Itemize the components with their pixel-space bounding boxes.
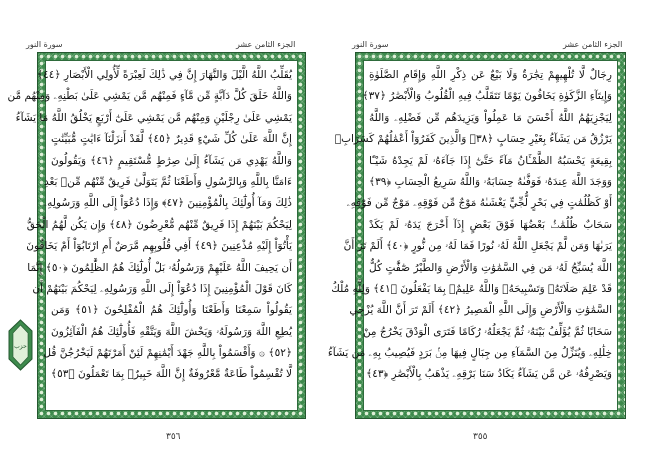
right-page-number: ٣٥٥	[473, 432, 488, 442]
text-line: كَانَ قَوْلَ الْمُؤْمِنِينَ إِذَا دُعُوٓاْ إِلَى اللَّهِ وَرَسُولِهِۦ لِيَحْكُمَ بَيْنَهُمْ أَن	[32, 282, 292, 295]
text-line: وَوَجَدَ اللَّهَ عِندَهُۥ فَوَفَّىٰهُ حِسَابَهُۥ وَاللَّهُ سَرِيعُ الْحِسَابِ ﴿٣٩﴾	[369, 175, 612, 188]
right-text-lines	[327, 65, 612, 406]
text-line: لِيَجْزِيَهُمُ اللَّهُ أَحْسَنَ مَا عَمِلُواْ وَيَزِيدَهُم مِّن فَضْلِهِۦ وَاللَّهُ	[369, 111, 612, 124]
text-line: سَحَابًا ثُمَّ يُؤَلِّفُ بَيْنَهُۥ ثُمَّ يَجْعَلُهُۥ رُكَامًا فَتَرَى الْوَدْقَ يَخْرُجُ مِنْ	[362, 325, 612, 338]
text-line: يُطِعِ اللَّهَ وَرَسُولَهُۥ وَيَخْشَ اللَّهَ وَيَتَّقْهِ فَأُولَٰٓئِكَ هُمُ الْفَآئِزُونَ	[51, 325, 292, 338]
text-line: بِقِيعَةٍ يَحْسَبُهُ الظَّمْـَٔانُ مَآءً حَتَّىٰٓ إِذَا جَآءَهُۥ لَمْ يَجِدْهُ شَيْـًٔا	[369, 154, 612, 167]
text-line: أَوْ كَظُلُمَٰتٍ فِي بَحْرٍ لُّجِّيٍّ يَغْشَىٰهُ مَوْجٌ مِّن فَوْقِهِۦ مَوْجٌ مِّن فَوْقِهِۦ	[346, 197, 612, 210]
text-line: يُقَلِّبُ اللَّهُ الَّيْلَ وَالنَّهَارَ إِنَّ فِي ذَٰلِكَ لَعِبْرَةً لِّأُولِي الْأَبْصَارِ ﴿٤٤﴾	[37, 69, 292, 81]
text-line: أَن يَحِيفَ اللَّهُ عَلَيْهِمْ وَرَسُولُهُۥ بَلْ أُولَٰٓئِكَ هُمُ الظَّٰلِمُونَ ﴿٥٠﴾ إِنَّمَا	[27, 261, 292, 274]
text-line: يَرْزُقُ مَن يَشَآءُ بِغَيْرِ حِسَابٍ ﴿٣٨﴾ وَالَّذِينَ كَفَرُوٓاْ أَعْمَٰلُهُمْ كَسَرَابِۭ	[334, 133, 612, 146]
right-page-frame	[327, 52, 626, 419]
right-surah-label: سورة النور	[352, 40, 389, 49]
text-line: يَمْشِي عَلَىٰ رِجْلَيْنِ وَمِنْهُم مَّن يَمْشِي عَلَىٰٓ أَرْبَعٍ يَخْلُقُ اللَّهُ مَا يَشَآءُ	[15, 111, 292, 124]
right-page	[325, 0, 650, 464]
text-line: ءَامَنَّا بِاللَّهِ وَبِالرَّسُولِ وَأَطَعْنَا ثُمَّ يَتَوَلَّىٰ فَرِيقٌ مِّنْهُم مِّنۢ بَعْدِ	[43, 175, 292, 188]
text-line: وَيَصْرِفُهُۥ عَن مَّن يَشَآءُ يَكَادُ سَنَا بَرْقِهِۦ يَذْهَبُ بِالْأَبْصَٰرِ ﴿٤٣﴾	[366, 368, 612, 381]
text-line: قَدْ عَلِمَ صَلَاتَهُۥ وَتَسْبِيحَهُۥ وَاللَّهُ عَلِيمٌۢ بِمَا يَفْعَلُونَ ﴿٤١﴾ وَلِلَّهِ مُلْكُ	[331, 282, 612, 295]
text-line: يَأْتُوٓاْ إِلَيْهِ مُذْعِنِينَ ﴿٤٩﴾ أَفِي قُلُوبِهِم مَّرَضٌ أَمِ ارْتَابُوٓاْ أَمْ يَخَافُونَ	[26, 240, 292, 253]
text-line: يَرَىٰهَا وَمَن لَّمْ يَجْعَلِ اللَّهُ لَهُۥ نُورًا فَمَا لَهُۥ مِن نُّورٍ ﴿٤٠﴾ أَلَمْ تَرَ أَنَّ	[343, 240, 612, 253]
text-line: رِجَالٌ لَّا تُلْهِيهِمْ تِجَٰرَةٌ وَلَا بَيْعٌ عَن ذِكْرِ اللَّهِ وَإِقَامِ الصَّلَوٰةِ	[369, 69, 612, 81]
text-line: سَحَابٌ ظُلُمَٰتُۢ بَعْضُهَا فَوْقَ بَعْضٍ إِذَآ أَخْرَجَ يَدَهُۥ لَمْ يَكَدْ	[369, 218, 612, 231]
text-line: اللَّهَ يُسَبِّحُ لَهُۥ مَن فِي السَّمَٰوَٰتِ وَالْأَرْضِ وَالطَّيْرُ صَٰٓفَّٰتٍ كُلٌّ	[369, 261, 612, 274]
text-line: لِيَحْكُمَ بَيْنَهُمْ إِذَا فَرِيقٌ مِّنْهُم مُّعْرِضُونَ ﴿٤٨﴾ وَإِن يَكُن لَّهُمُ الْحَقُّ	[26, 218, 292, 231]
text-line: وَاللَّهُ يَهْدِي مَن يَشَآءُ إِلَىٰ صِرَٰطٍ مُّسْتَقِيمٍ ﴿٤٦﴾ وَيَقُولُونَ	[51, 154, 292, 167]
right-text-area	[327, 60, 618, 411]
hizb-marker	[6, 319, 35, 371]
text-line: وَاللَّهُ خَلَقَ كُلَّ دَآبَّةٍ مِّن مَّآءٍ فَمِنْهُم مَّن يَمْشِي عَلَىٰ بَطْنِهِۦ وَمِنْهُم مَّن	[7, 90, 292, 103]
text-line: لَّا تُقْسِمُواْ طَاعَةٌ مَّعْرُوفَةٌ إِنَّ اللَّهَ خَبِيرٌۢ بِمَا تَعْمَلُونَ ﴿٥٣﴾	[50, 368, 292, 381]
text-line: يَقُولُواْ سَمِعْنَا وَأَطَعْنَا وَأُولَٰٓئِكَ هُمُ الْمُفْلِحُونَ ﴿٥١﴾ وَمَن	[51, 304, 292, 317]
text-line: وَإِيتَآءِ الزَّكَوٰةِ يَخَافُونَ يَوْمًا تَتَقَلَّبُ فِيهِ الْقُلُوبُ وَالْأَبْصَٰرُ ﴿٣٧﴾	[362, 90, 612, 103]
text-line: السَّمَٰوَٰتِ وَالْأَرْضِ وَإِلَى اللَّهِ الْمَصِيرُ ﴿٤٢﴾ أَلَمْ تَرَ أَنَّ اللَّهَ يُزْجِي	[349, 304, 612, 317]
right-juz-label: الجزء الثامن عشر	[563, 40, 623, 49]
text-line: ﴿٥٢﴾ ۞ وَأَقْسَمُواْ بِاللَّهِ جَهْدَ أَيْمَٰنِهِمْ لَئِنْ أَمَرْتَهُمْ لَيَخْرُجُنَّ قُل	[43, 347, 292, 360]
hizb-marker-label: حزب	[14, 343, 27, 350]
text-line: خِلَٰلِهِۦ وَيُنَزِّلُ مِنَ السَّمَآءِ مِن جِبَالٍ فِيهَا مِنۢ بَرَدٍ فَيُصِيبُ بِهِۦ مَن يَشَآءُ	[327, 347, 612, 360]
text-line: ذَٰلِكَ وَمَآ أُولَٰٓئِكَ بِالْمُؤْمِنِينَ ﴿٤٧﴾ وَإِذَا دُعُوٓاْ إِلَى اللَّهِ وَرَسُولِهِۦ	[43, 197, 292, 210]
left-surah-label: سورة النور	[26, 40, 63, 49]
left-juz-label: الجزء الثامن عشر	[236, 40, 296, 49]
text-line: إِنَّ اللَّهَ عَلَىٰ كُلِّ شَيْءٍ قَدِيرٌ ﴿٤٥﴾ لَّقَدْ أَنزَلْنَآ ءَايَٰتٍ مُّبَيِّنَٰتٍ	[51, 133, 292, 146]
left-page-number: ٣٥٦	[166, 432, 181, 442]
